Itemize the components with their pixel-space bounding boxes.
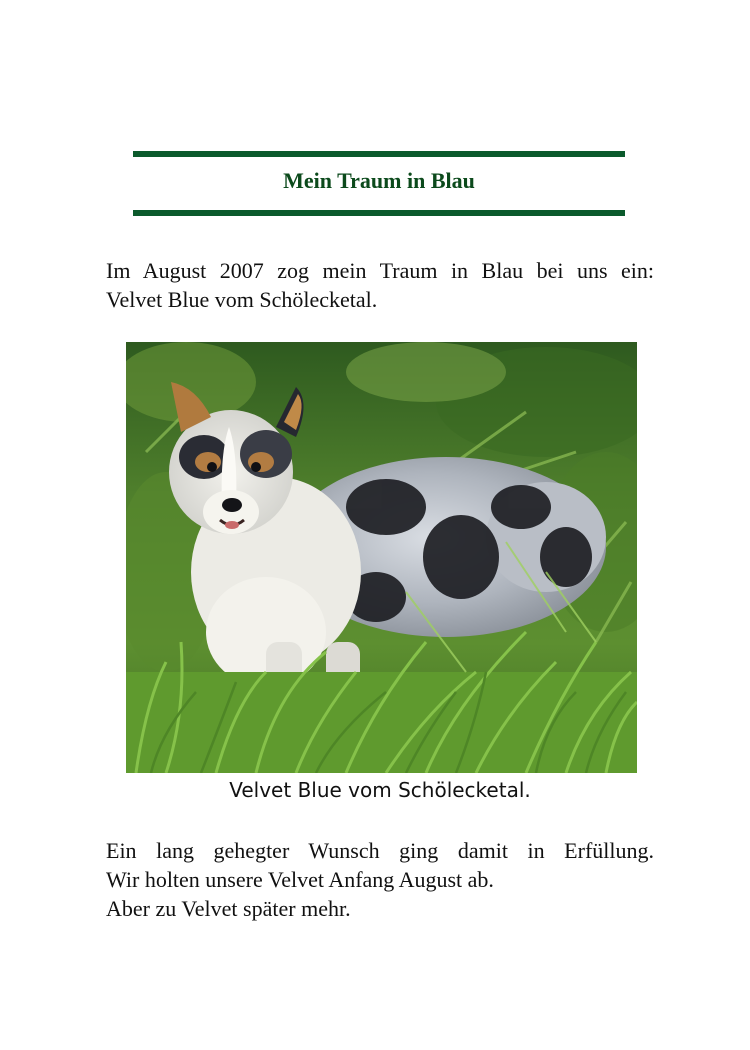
dog-photo <box>126 342 637 773</box>
title-rule-top <box>133 151 625 157</box>
outro-line: Aber zu Velvet später mehr. <box>106 896 351 921</box>
outro-line: Ein lang gehegter Wunsch ging damit in Erfüllung. <box>106 838 654 863</box>
outro-line: Wir holten unsere Velvet Anfang August ab. <box>106 867 494 892</box>
intro-line: Velvet Blue vom Schölecketal. <box>106 287 378 312</box>
intro-line: Im August 2007 zog mein Traum in Blau bei uns ein: <box>106 258 654 283</box>
outro-paragraph <box>106 836 654 923</box>
title-rule-bottom <box>133 210 625 216</box>
intro-paragraph <box>106 256 654 314</box>
page-title: Mein Traum in Blau <box>283 168 475 193</box>
photo-caption: Velvet Blue vom Schölecketal. <box>229 778 531 802</box>
